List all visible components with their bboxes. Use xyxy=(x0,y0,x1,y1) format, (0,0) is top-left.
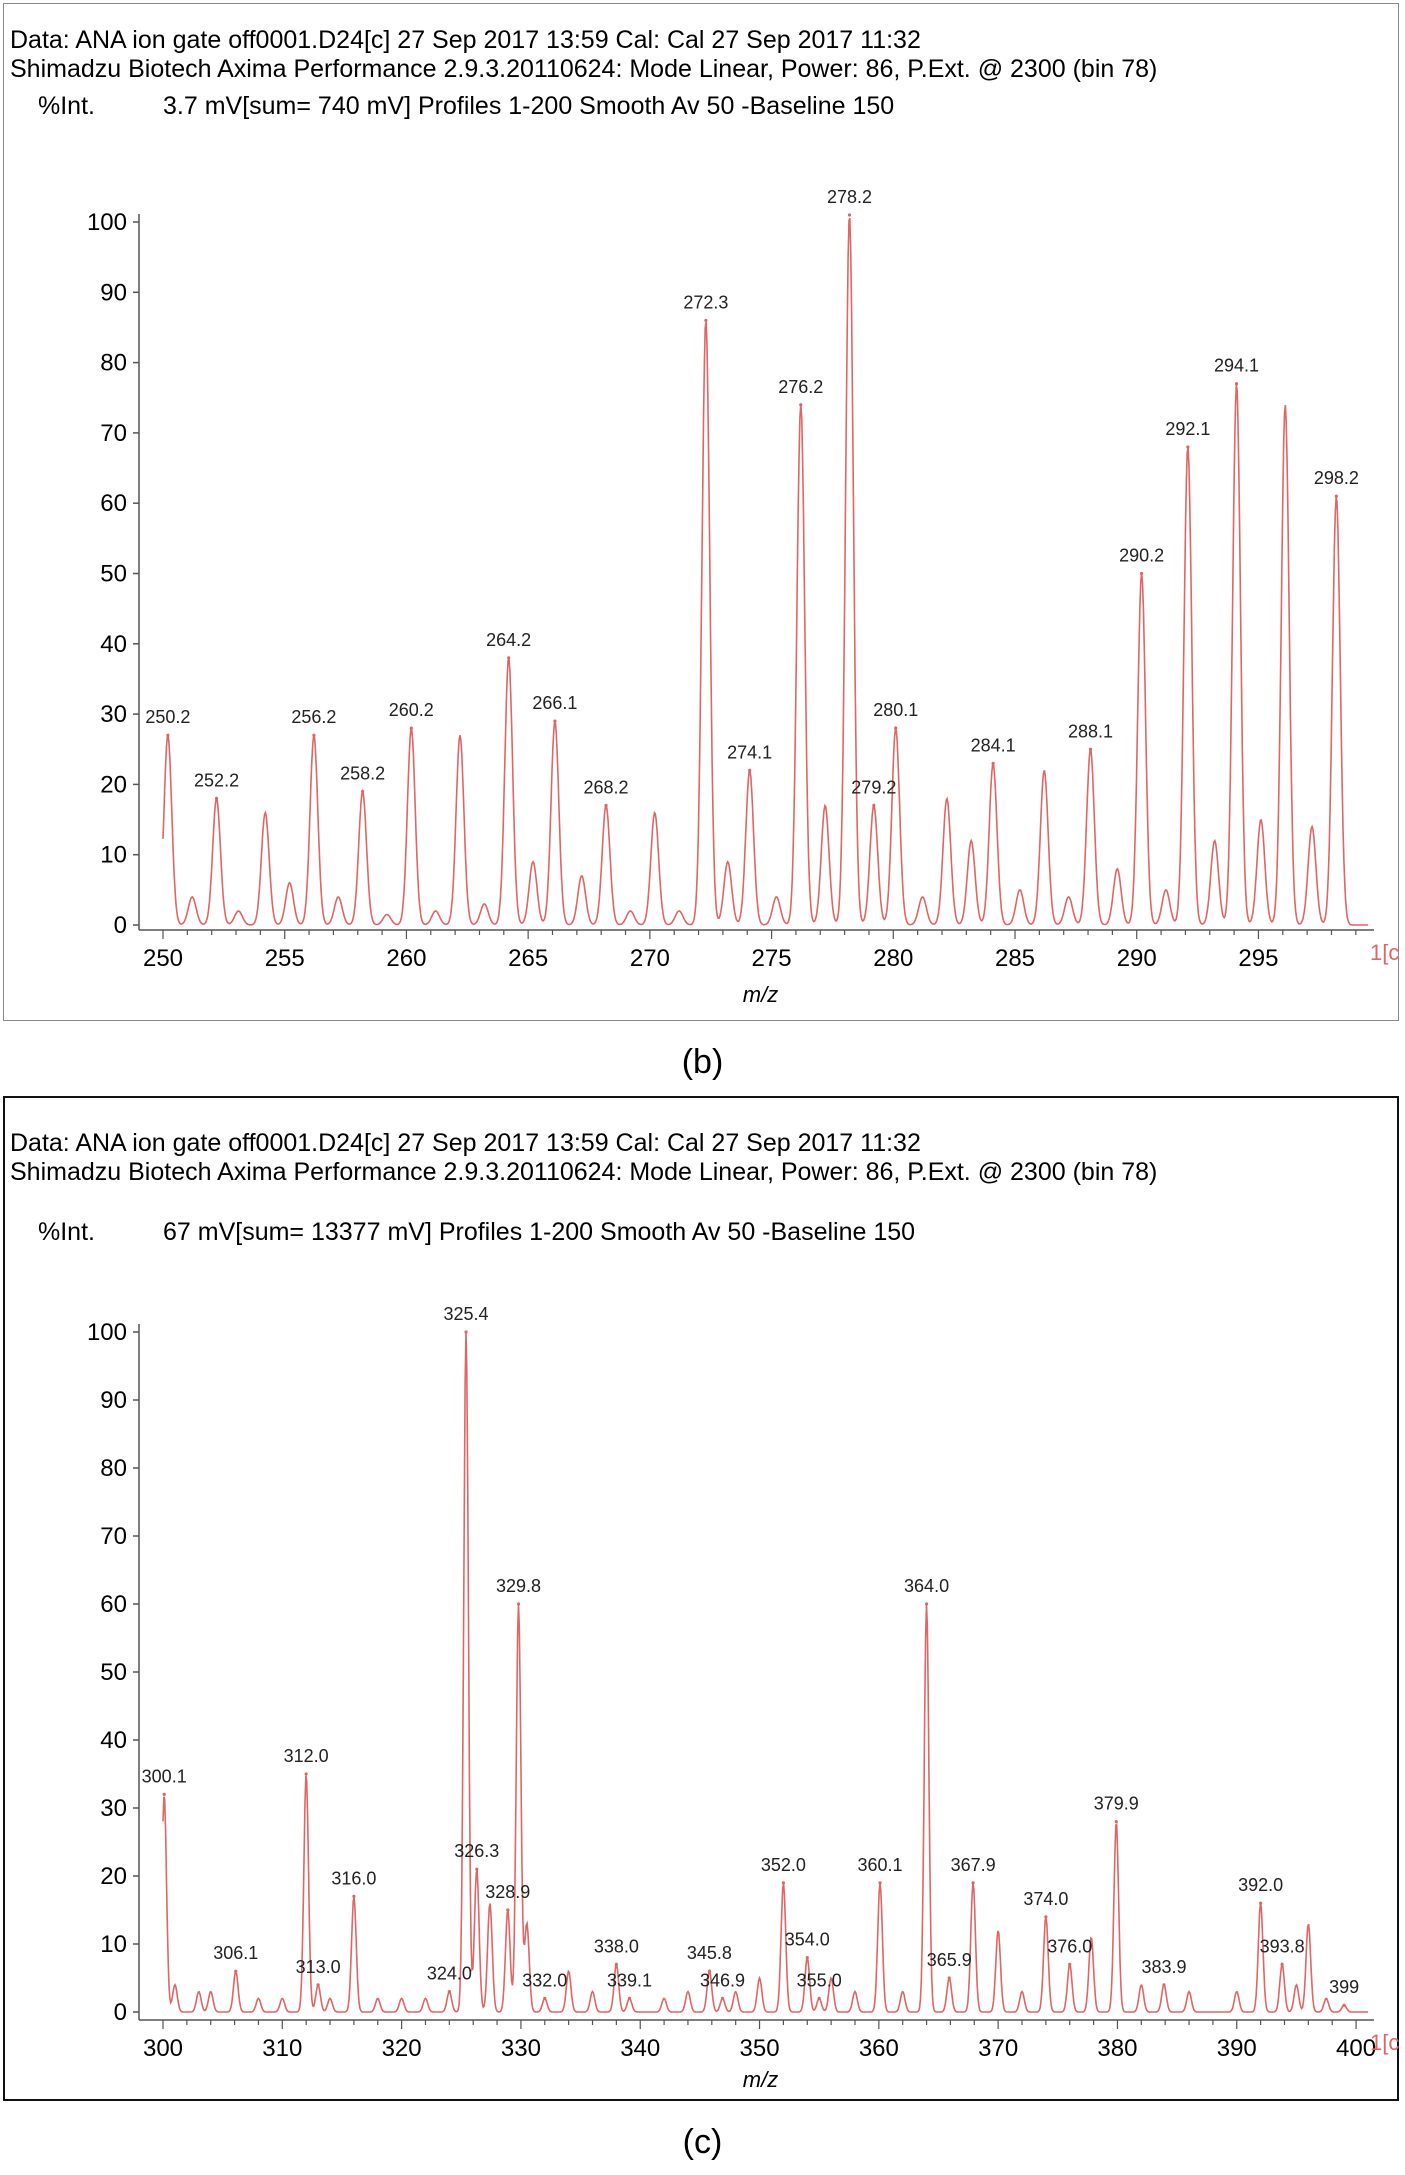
panel-b-header-instrument: Shimadzu Biotech Axima Performance 2.9.3.20110624: Mode Linear, Power: 86, P.Ext. @ 2300 (bin 78) xyxy=(10,55,1158,83)
peak-label: 312.0 xyxy=(283,1746,329,1766)
peak-apex-marker xyxy=(628,1997,631,2000)
peak-label: 288.1 xyxy=(1067,721,1114,742)
panel-c-header-profiles: 67 mV[sum= 13377 mV] Profiles 1-200 Smooth Av 50 -Baseline 150 xyxy=(163,1218,916,1246)
y-tick-label: 80 xyxy=(100,1455,127,1482)
peak-apex-marker xyxy=(1068,1963,1071,1966)
peak-apex-marker xyxy=(517,1602,520,1605)
y-tick-label: 20 xyxy=(100,1863,127,1890)
peak-label: 399 xyxy=(1329,1977,1360,1998)
peak-apex-marker xyxy=(316,1983,319,1986)
peak-apex-marker xyxy=(782,1881,785,1884)
x-tick-label: 285 xyxy=(994,945,1036,972)
peak-label: 292.1 xyxy=(1165,418,1211,439)
peak-label: 294.1 xyxy=(1214,355,1260,376)
y-tick-label: 10 xyxy=(100,1931,127,1958)
peak-apex-marker xyxy=(948,1976,951,1979)
peak-apex-marker xyxy=(1044,1915,1047,1918)
peak-apex-marker xyxy=(925,1602,928,1605)
peak-apex-marker xyxy=(163,1793,166,1796)
y-tick-label: 0 xyxy=(113,912,127,939)
peak-label: 252.2 xyxy=(194,770,240,791)
peak-apex-marker xyxy=(448,1990,451,1993)
y-tick-label: 50 xyxy=(100,560,127,588)
x-axis-title: m/z xyxy=(742,982,779,1007)
peak-apex-marker xyxy=(1343,2004,1346,2007)
panel-b-header-profiles: 3.7 mV[sum= 740 mV] Profiles 1-200 Smooth Av 50 -Baseline 150 xyxy=(163,92,895,120)
peak-label: 306.1 xyxy=(213,1943,259,1964)
peak-label: 274.1 xyxy=(727,742,773,763)
peak-label: 325.4 xyxy=(443,1304,489,1324)
y-tick-label: 80 xyxy=(100,349,127,377)
peak-label: 393.8 xyxy=(1259,1936,1305,1957)
x-tick-label: 280 xyxy=(873,945,914,972)
panel-b-header-data: Data: ANA ion gate off0001.D24[c] 27 Sep 2017 13:59 Cal: Cal 27 Sep 2017 11:32 xyxy=(10,26,921,54)
y-tick-label: 30 xyxy=(100,1795,127,1822)
peak-apex-marker xyxy=(475,1868,478,1871)
panel-b-y-prefix: %Int. xyxy=(38,92,95,120)
peak-label: 258.2 xyxy=(340,763,386,784)
y-tick-label: 100 xyxy=(86,1319,127,1346)
peak-label: 278.2 xyxy=(826,186,873,207)
x-tick-label: 255 xyxy=(264,945,305,972)
peak-label: 354.0 xyxy=(784,1929,830,1950)
panel-c-caption: (c) xyxy=(682,2123,723,2161)
peak-apex-marker xyxy=(806,1956,809,1959)
panel-c-header-instrument: Shimadzu Biotech Axima Performance 2.9.3.20110624: Mode Linear, Power: 86, P.Ext. @ 2300 (bin 78) xyxy=(10,1158,1158,1186)
x-tick-label: 270 xyxy=(629,945,670,972)
x-tick-label: 390 xyxy=(1216,2035,1257,2062)
x-tick-label: 380 xyxy=(1097,2035,1138,2062)
x-tick-label: 250 xyxy=(142,945,184,972)
peak-label: 313.0 xyxy=(295,1956,341,1977)
x-tick-label: 310 xyxy=(262,2035,303,2062)
y-tick-label: 90 xyxy=(100,1387,127,1414)
y-tick-label: 40 xyxy=(100,1727,127,1754)
peak-apex-marker xyxy=(1115,1820,1118,1823)
peak-apex-marker xyxy=(878,1881,881,1884)
peak-apex-marker xyxy=(506,1908,509,1911)
peak-label: 300.1 xyxy=(141,1766,187,1787)
peak-label: 328.9 xyxy=(485,1882,531,1902)
corner-label: 1[c xyxy=(1370,940,1400,965)
peak-apex-marker xyxy=(721,1997,724,2000)
peak-label: 326.3 xyxy=(454,1841,500,1862)
peak-label: 346.9 xyxy=(700,1970,746,1991)
peak-label: 383.9 xyxy=(1141,1956,1187,1977)
peak-label: 379.9 xyxy=(1093,1793,1139,1814)
peak-label: 338.0 xyxy=(593,1936,639,1957)
peak-label: 279.2 xyxy=(851,777,897,798)
x-tick-label: 320 xyxy=(381,2035,422,2062)
peak-apex-marker xyxy=(352,1895,355,1898)
peak-apex-marker xyxy=(615,1963,618,1966)
x-tick-label: 275 xyxy=(751,945,792,972)
x-tick-label: 340 xyxy=(620,2035,661,2062)
y-tick-label: 70 xyxy=(100,419,127,447)
peak-apex-marker xyxy=(305,1772,308,1775)
peak-label: 276.2 xyxy=(778,376,824,397)
peak-label: 268.2 xyxy=(583,777,629,798)
peak-apex-marker xyxy=(234,1970,237,1973)
peak-label: 360.1 xyxy=(857,1854,903,1875)
peak-apex-marker xyxy=(1162,1983,1165,1986)
peak-label: 332.0 xyxy=(522,1970,568,1991)
x-tick-label: 260 xyxy=(386,945,427,972)
x-tick-label: 295 xyxy=(1238,945,1279,972)
x-tick-label: 330 xyxy=(500,2035,541,2062)
x-tick-label: 265 xyxy=(508,945,549,972)
peak-label: 329.8 xyxy=(496,1576,542,1596)
y-tick-label: 20 xyxy=(100,771,127,799)
y-tick-label: 0 xyxy=(113,1999,127,2026)
panel-b-caption: (b) xyxy=(681,1043,724,1081)
y-tick-label: 90 xyxy=(100,279,127,307)
peak-label: 264.2 xyxy=(486,629,532,650)
peak-apex-marker xyxy=(543,1997,546,2000)
peak-label: 392.0 xyxy=(1238,1875,1284,1896)
y-tick-label: 10 xyxy=(100,841,127,869)
y-tick-label: 70 xyxy=(100,1523,127,1550)
y-tick-label: 40 xyxy=(100,630,127,658)
peak-label: 290.2 xyxy=(1119,545,1165,566)
x-axis-title: m/z xyxy=(742,2067,779,2092)
peak-label: 367.9 xyxy=(950,1854,996,1875)
peak-label: 364.0 xyxy=(904,1576,950,1596)
peak-label: 376.0 xyxy=(1047,1936,1093,1957)
peak-label: 256.2 xyxy=(291,707,337,728)
peak-label: 374.0 xyxy=(1023,1888,1069,1909)
y-tick-label: 60 xyxy=(100,1591,127,1618)
y-tick-label: 50 xyxy=(100,1659,127,1686)
peak-label: 266.1 xyxy=(532,693,578,714)
peak-label: 355.0 xyxy=(796,1970,842,1991)
x-tick-label: 370 xyxy=(978,2035,1019,2062)
peak-label: 324.0 xyxy=(426,1963,472,1984)
x-tick-label: 300 xyxy=(142,2035,184,2062)
spectrum-trace xyxy=(163,1332,1368,2012)
peak-label: 284.1 xyxy=(970,735,1016,756)
peak-label: 250.2 xyxy=(145,707,191,728)
peak-label: 272.3 xyxy=(683,292,729,313)
peak-label: 298.2 xyxy=(1313,468,1359,489)
x-tick-label: 400 xyxy=(1336,2035,1377,2062)
peak-label: 365.9 xyxy=(926,1950,972,1970)
x-tick-label: 350 xyxy=(739,2035,780,2062)
y-tick-label: 30 xyxy=(100,701,127,729)
x-tick-label: 360 xyxy=(858,2035,899,2062)
peak-apex-marker xyxy=(464,1330,467,1333)
panel-c-y-prefix: %Int. xyxy=(38,1218,95,1246)
peak-apex-marker xyxy=(818,1997,821,2000)
peak-apex-marker xyxy=(971,1881,974,1884)
peak-label: 339.1 xyxy=(606,1970,653,1991)
y-tick-label: 60 xyxy=(100,490,127,518)
peak-label: 280.1 xyxy=(873,700,919,721)
y-tick-label: 100 xyxy=(86,209,127,236)
corner-label: 1[c xyxy=(1370,2030,1400,2055)
peak-apex-marker xyxy=(1280,1963,1283,1966)
panel-c-header-data: Data: ANA ion gate off0001.D24[c] 27 Sep 2017 13:59 Cal: Cal 27 Sep 2017 11:32 xyxy=(10,1129,921,1157)
peak-label: 345.8 xyxy=(686,1943,732,1964)
peak-label: 260.2 xyxy=(388,700,434,721)
peak-label: 352.0 xyxy=(760,1854,806,1875)
peak-apex-marker xyxy=(1259,1902,1262,1905)
x-tick-label: 290 xyxy=(1116,945,1157,972)
peak-label: 316.0 xyxy=(331,1868,377,1889)
